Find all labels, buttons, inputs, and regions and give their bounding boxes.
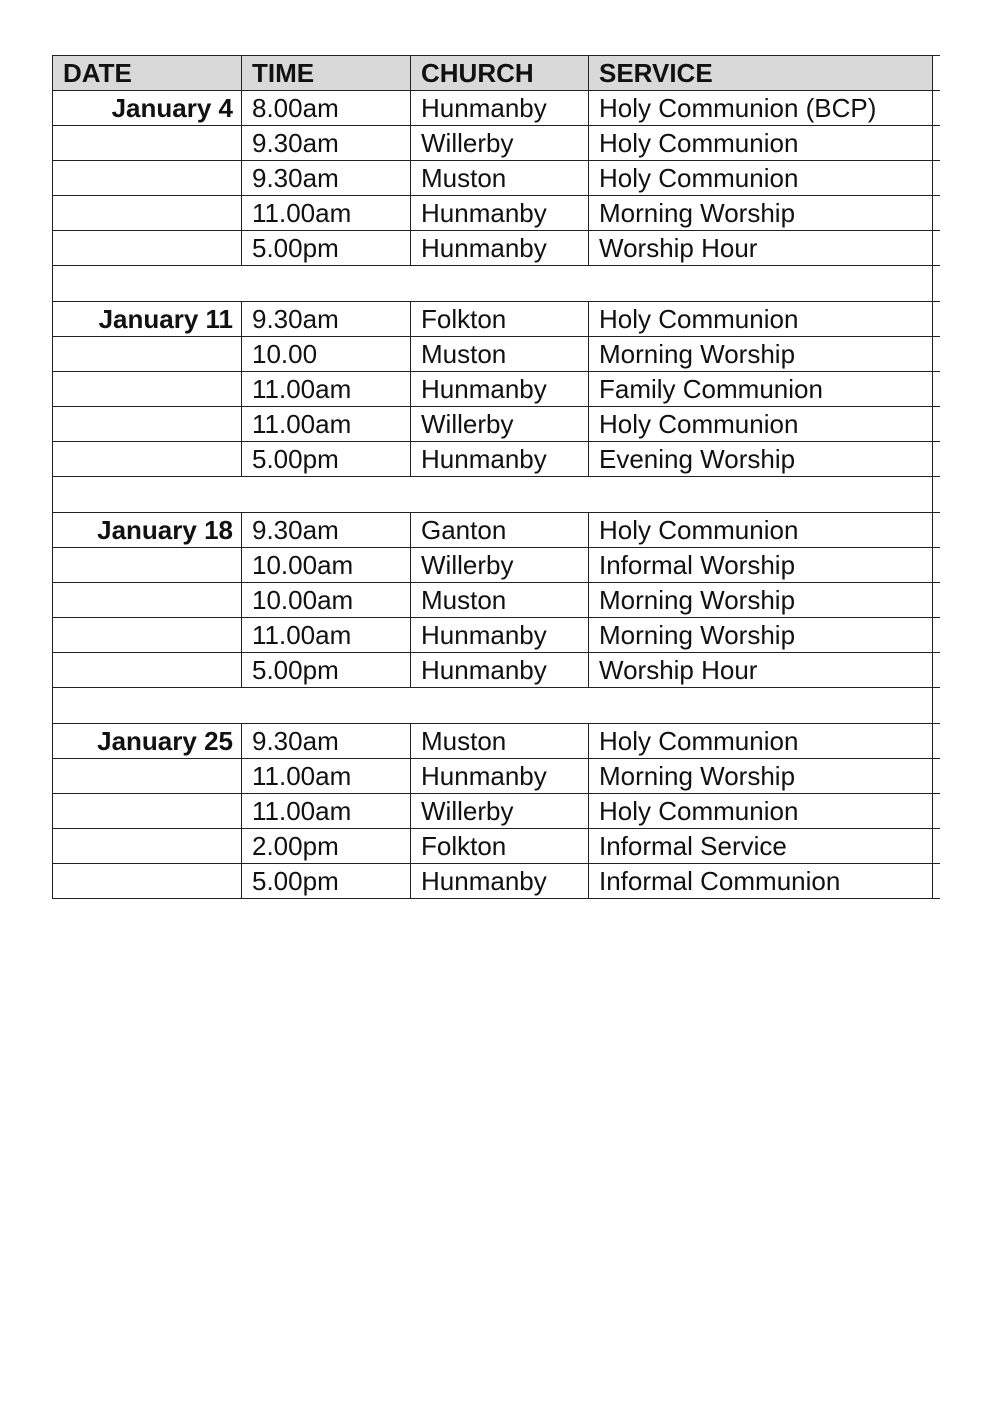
service-cell: Morning Worship — [589, 337, 933, 372]
date-cell — [53, 864, 242, 899]
date-cell — [53, 126, 242, 161]
time-cell: 10.00am — [242, 583, 411, 618]
extra-cell — [933, 653, 940, 688]
extra-cell — [933, 91, 940, 126]
church-cell: Hunmanby — [411, 442, 589, 477]
extra-cell — [933, 302, 940, 337]
church-cell: Willerby — [411, 407, 589, 442]
time-cell: 9.30am — [242, 724, 411, 759]
church-cell: Hunmanby — [411, 196, 589, 231]
extra-cell — [933, 231, 940, 266]
service-cell: Holy Communion — [589, 407, 933, 442]
date-cell: January 4 — [53, 91, 242, 126]
table-row — [53, 583, 940, 618]
table-row — [53, 407, 940, 442]
extra-cell — [933, 372, 940, 407]
date-cell — [53, 231, 242, 266]
time-cell: 9.30am — [242, 513, 411, 548]
church-cell: Muston — [411, 161, 589, 196]
time-cell: 11.00am — [242, 794, 411, 829]
church-cell: Willerby — [411, 794, 589, 829]
church-cell: Ganton — [411, 513, 589, 548]
header-church: CHURCH — [411, 56, 589, 91]
church-cell: Hunmanby — [411, 653, 589, 688]
church-cell: Hunmanby — [411, 759, 589, 794]
service-cell: Informal Communion — [589, 864, 933, 899]
date-cell — [53, 759, 242, 794]
date-cell — [53, 794, 242, 829]
church-cell: Hunmanby — [411, 231, 589, 266]
service-cell: Morning Worship — [589, 583, 933, 618]
time-cell: 5.00pm — [242, 231, 411, 266]
table-row — [53, 724, 940, 759]
church-cell: Willerby — [411, 548, 589, 583]
time-cell: 5.00pm — [242, 653, 411, 688]
extra-cell — [933, 477, 940, 513]
date-cell — [53, 653, 242, 688]
header-extra-cell — [933, 56, 940, 91]
service-cell: Evening Worship — [589, 442, 933, 477]
date-cell — [53, 442, 242, 477]
service-cell: Holy Communion — [589, 794, 933, 829]
date-cell — [53, 548, 242, 583]
time-cell: 10.00am — [242, 548, 411, 583]
service-cell: Holy Communion (BCP) — [589, 91, 933, 126]
time-cell: 9.30am — [242, 126, 411, 161]
service-cell: Family Communion — [589, 372, 933, 407]
extra-cell — [933, 513, 940, 548]
service-cell: Morning Worship — [589, 196, 933, 231]
date-cell — [53, 161, 242, 196]
table-row — [53, 794, 940, 829]
service-cell: Informal Worship — [589, 548, 933, 583]
service-cell: Holy Communion — [589, 724, 933, 759]
church-cell: Hunmanby — [411, 618, 589, 653]
date-cell: January 25 — [53, 724, 242, 759]
date-cell: January 18 — [53, 513, 242, 548]
table-row — [53, 91, 940, 126]
header-time: TIME — [242, 56, 411, 91]
table-row — [53, 759, 940, 794]
table-row — [53, 618, 940, 653]
time-cell: 2.00pm — [242, 829, 411, 864]
church-cell: Hunmanby — [411, 91, 589, 126]
extra-cell — [933, 583, 940, 618]
header-date: DATE — [53, 56, 242, 91]
church-cell: Hunmanby — [411, 864, 589, 899]
church-cell: Muston — [411, 724, 589, 759]
spacer-cell — [53, 688, 933, 724]
time-cell: 8.00am — [242, 91, 411, 126]
spacer-row — [53, 688, 940, 724]
date-cell — [53, 337, 242, 372]
date-cell — [53, 196, 242, 231]
table-row — [53, 161, 940, 196]
table-row — [53, 337, 940, 372]
service-cell: Informal Service — [589, 829, 933, 864]
table-row — [53, 653, 940, 688]
time-cell: 11.00am — [242, 759, 411, 794]
date-cell — [53, 407, 242, 442]
church-cell: Hunmanby — [411, 372, 589, 407]
table-row — [53, 829, 940, 864]
service-cell: Holy Communion — [589, 161, 933, 196]
date-cell — [53, 583, 242, 618]
church-cell: Muston — [411, 337, 589, 372]
spacer-cell — [53, 477, 933, 513]
spacer-row — [53, 477, 940, 513]
table-row — [53, 442, 940, 477]
header-service: SERVICE — [589, 56, 933, 91]
extra-cell — [933, 688, 940, 724]
extra-cell — [933, 161, 940, 196]
church-cell: Folkton — [411, 302, 589, 337]
table-row — [53, 372, 940, 407]
service-cell: Holy Communion — [589, 302, 933, 337]
service-cell: Worship Hour — [589, 231, 933, 266]
time-cell: 11.00am — [242, 196, 411, 231]
table-row — [53, 196, 940, 231]
extra-cell — [933, 794, 940, 829]
table-row — [53, 302, 940, 337]
table-row — [53, 513, 940, 548]
time-cell: 5.00pm — [242, 864, 411, 899]
service-schedule-table — [52, 55, 940, 899]
date-cell — [53, 829, 242, 864]
extra-cell — [933, 407, 940, 442]
service-cell: Holy Communion — [589, 126, 933, 161]
time-cell: 10.00 — [242, 337, 411, 372]
extra-cell — [933, 442, 940, 477]
extra-cell — [933, 724, 940, 759]
table-row — [53, 864, 940, 899]
spacer-cell — [53, 266, 933, 302]
extra-cell — [933, 126, 940, 161]
time-cell: 5.00pm — [242, 442, 411, 477]
spacer-row — [53, 266, 940, 302]
extra-cell — [933, 864, 940, 899]
service-cell: Morning Worship — [589, 618, 933, 653]
date-cell: January 11 — [53, 302, 242, 337]
table-row — [53, 548, 940, 583]
service-cell: Morning Worship — [589, 759, 933, 794]
extra-cell — [933, 759, 940, 794]
time-cell: 9.30am — [242, 302, 411, 337]
schedule-body — [53, 91, 940, 899]
church-cell: Willerby — [411, 126, 589, 161]
church-cell: Folkton — [411, 829, 589, 864]
time-cell: 11.00am — [242, 407, 411, 442]
extra-cell — [933, 548, 940, 583]
table-row — [53, 126, 940, 161]
date-cell — [53, 372, 242, 407]
time-cell: 11.00am — [242, 372, 411, 407]
extra-cell — [933, 266, 940, 302]
time-cell: 9.30am — [242, 161, 411, 196]
service-cell: Holy Communion — [589, 513, 933, 548]
service-cell: Worship Hour — [589, 653, 933, 688]
church-cell: Muston — [411, 583, 589, 618]
extra-cell — [933, 337, 940, 372]
extra-cell — [933, 196, 940, 231]
time-cell: 11.00am — [242, 618, 411, 653]
date-cell — [53, 618, 242, 653]
extra-cell — [933, 829, 940, 864]
extra-cell — [933, 618, 940, 653]
table-row — [53, 231, 940, 266]
header-row — [53, 56, 940, 91]
